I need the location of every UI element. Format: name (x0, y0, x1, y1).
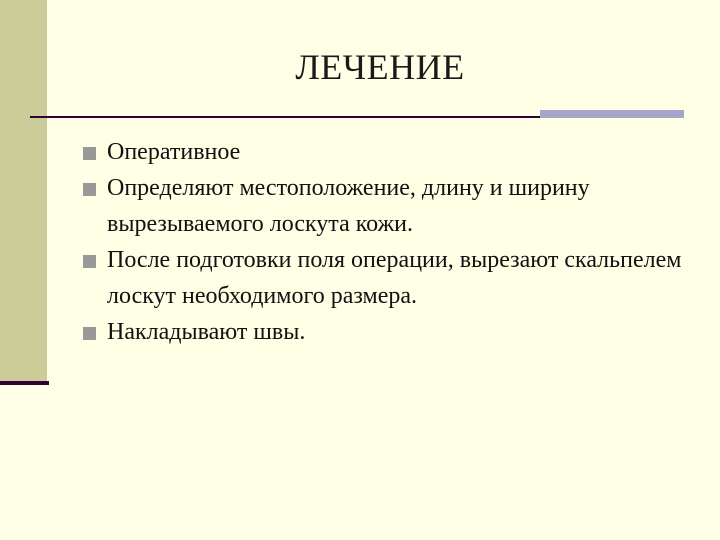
bullet-text-4: Накладывают швы. (107, 319, 306, 345)
sidebar-decoration (0, 0, 47, 383)
bullet-item-4 (80, 314, 700, 350)
sidebar-bottom-line (0, 381, 49, 385)
bullet-text-2: Определяют местоположение, длину и ширину вырезываемого лоскута кожи. (107, 175, 590, 237)
bullet-list (80, 134, 700, 350)
square-bullet-icon (83, 327, 96, 340)
square-bullet-icon (83, 255, 96, 268)
bullet-text-1: Оперативное (107, 139, 241, 165)
bullet-item-1 (80, 134, 700, 170)
square-bullet-icon (83, 147, 96, 160)
bullet-item-2 (80, 170, 700, 242)
bullet-text-3: После подготовки поля операции, вырезают скальпелем лоскут необходимого размера. (107, 247, 682, 309)
square-bullet-icon (83, 183, 96, 196)
slide-title: ЛЕЧЕНИЕ (295, 47, 465, 87)
title-underline-accent (540, 110, 684, 118)
bullet-item-3 (80, 242, 700, 314)
